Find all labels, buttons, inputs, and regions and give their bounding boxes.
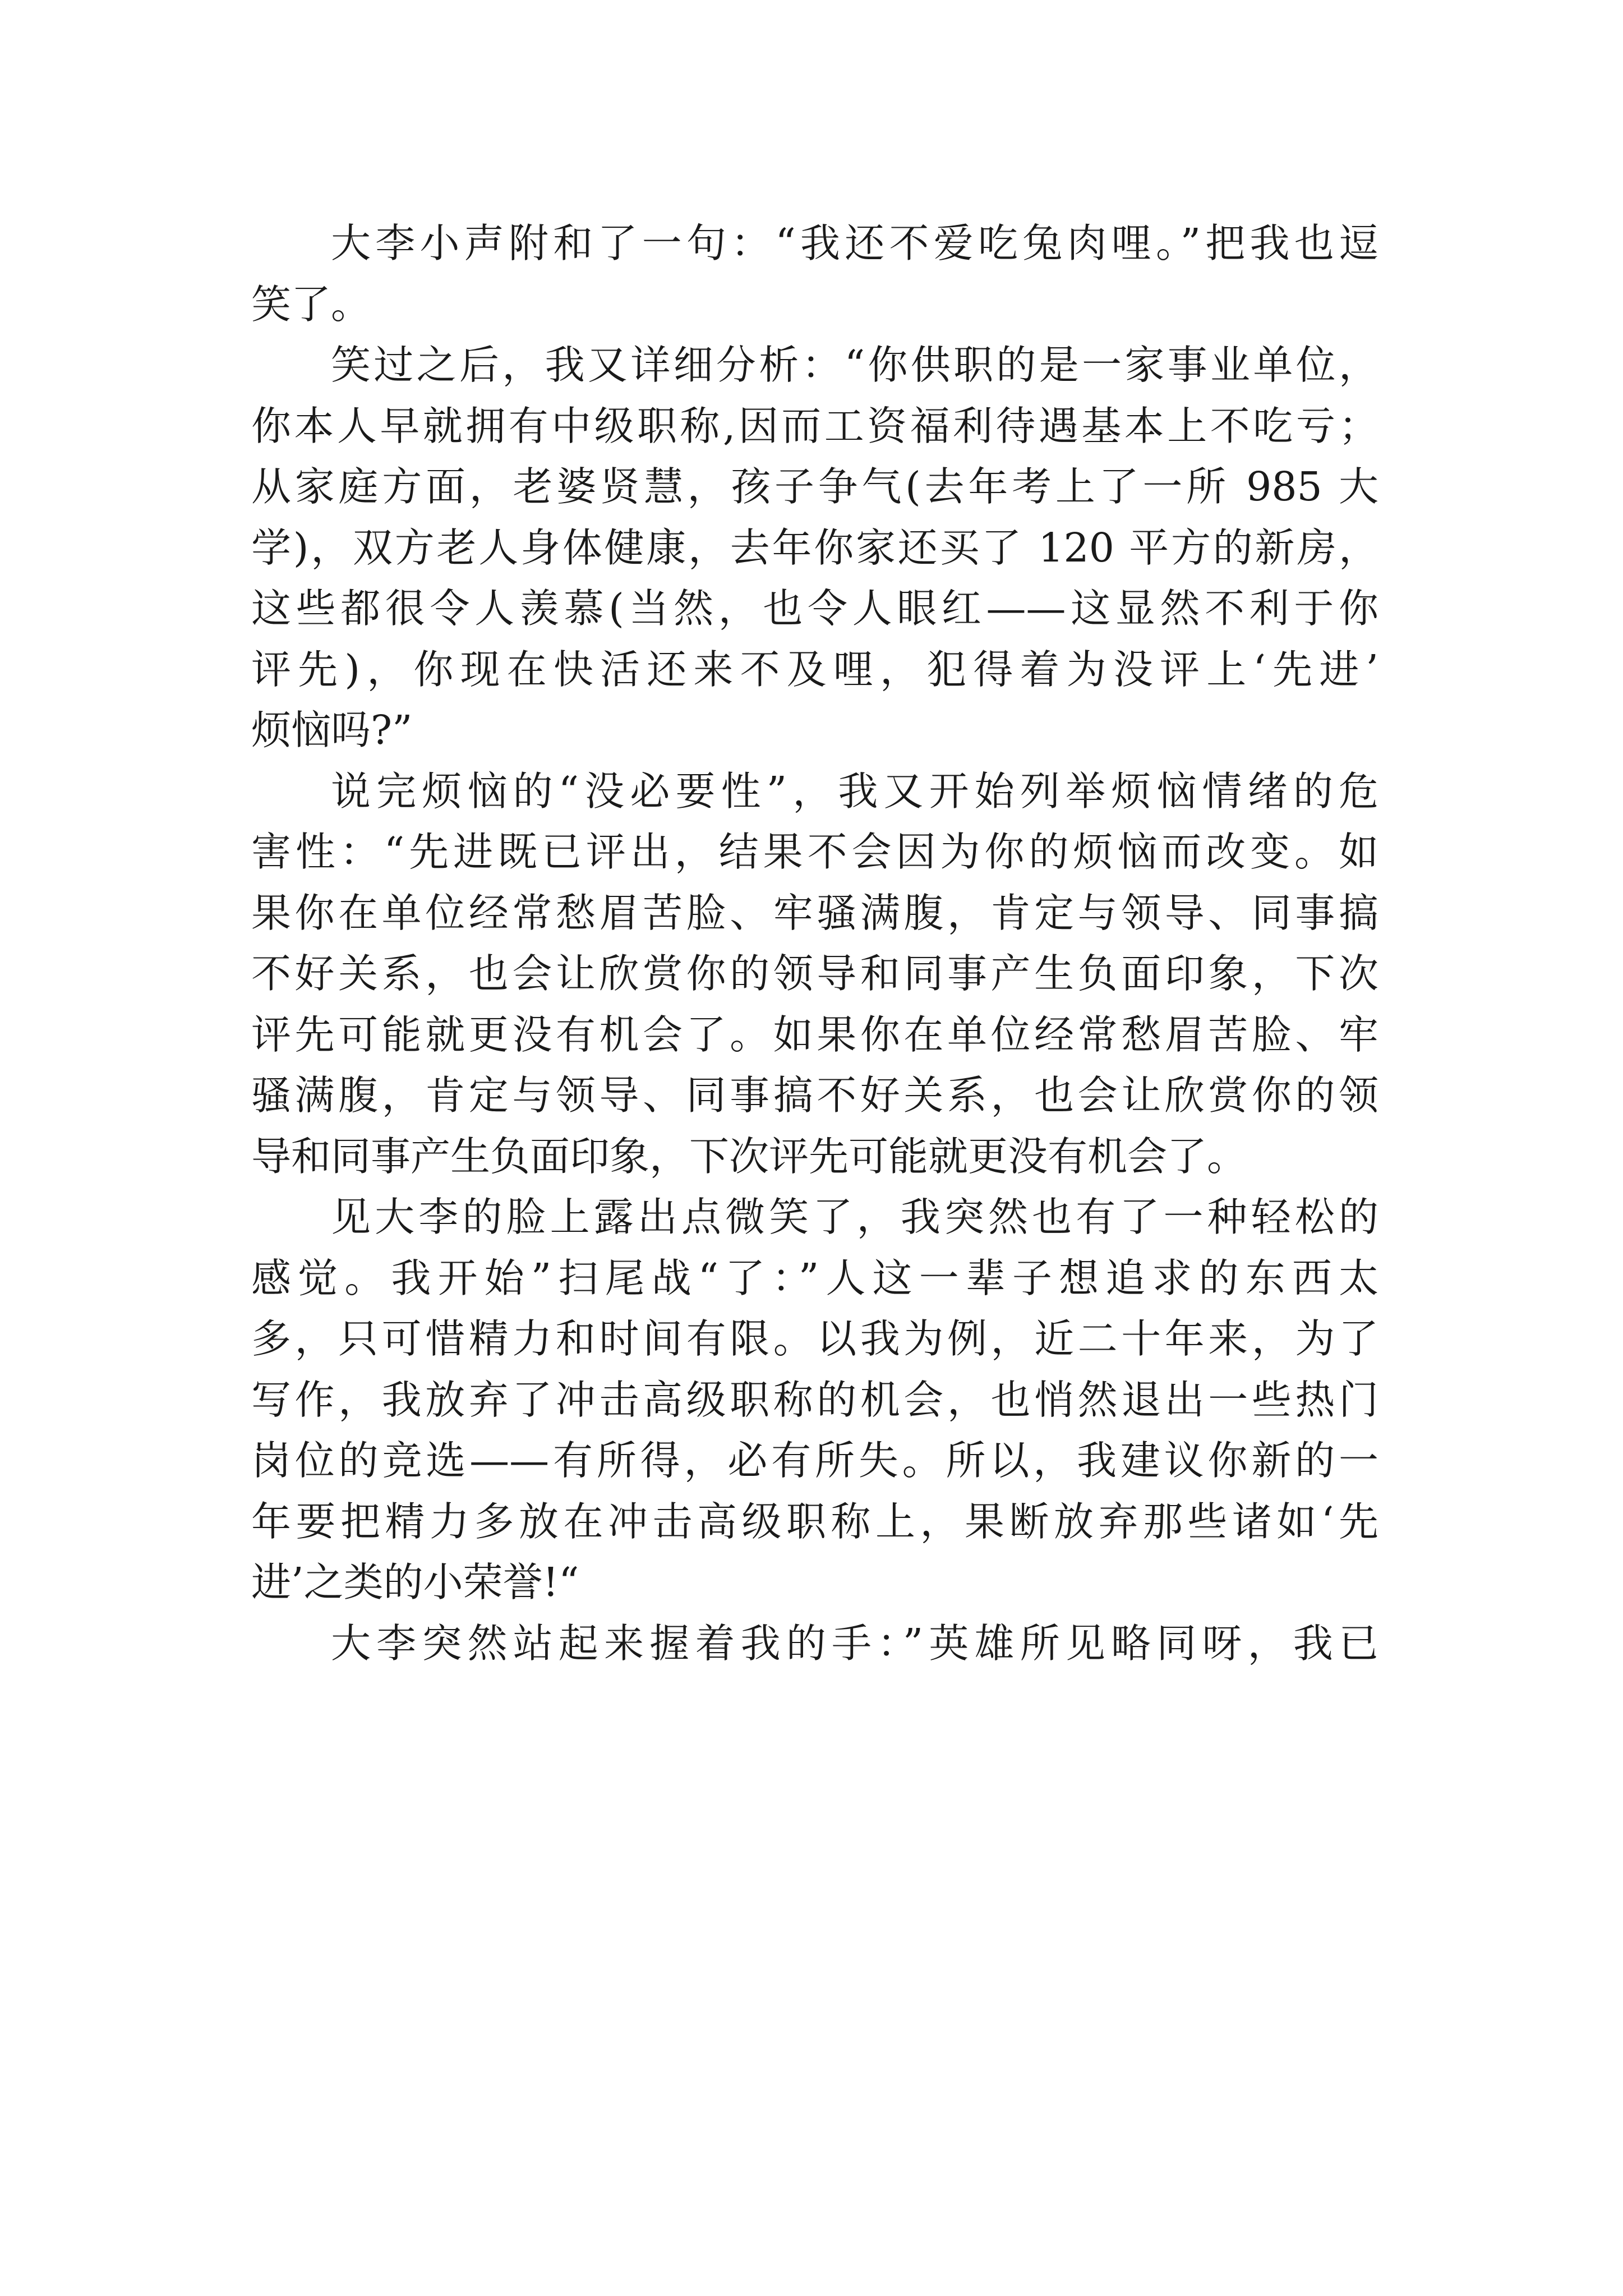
text-line: 从家庭方面，老婆贤慧，孩子争气(去年考上了一所 985 大 — [251, 463, 1378, 510]
text-line: 导和同事产生负面印象，下次评先可能就更没有机会了。 — [251, 1133, 1247, 1180]
text-line: 写作，我放弃了冲击高级职称的机会，也悄然退出一些热门 — [251, 1376, 1378, 1423]
paragraph-2 — [251, 335, 1378, 761]
text-line: 多，只可惜精力和时间有限。以我为例，近二十年来，为了 — [251, 1315, 1378, 1362]
text-line: 果你在单位经常愁眉苦脸、牢骚满腹，肯定与领导、同事搞 — [251, 889, 1378, 936]
paragraph-1 — [251, 213, 1378, 335]
paragraph-3 — [251, 761, 1378, 1188]
text-line: 你本人早就拥有中级职称,因而工资福利待遇基本上不吃亏； — [251, 402, 1378, 449]
text-line: 评先可能就更没有机会了。如果你在单位经常愁眉苦脸、牢 — [251, 1011, 1378, 1058]
text-line: 害性：“先进既已评出，结果不会因为你的烦恼而改变。如 — [251, 829, 1378, 875]
text-line: 进’之类的小荣誉!“ — [251, 1559, 579, 1605]
text-line: 年要把精力多放在冲击高级职称上，果断放弃那些诸如‘先 — [251, 1498, 1378, 1545]
text-line: 不好关系，也会让欣赏你的领导和同事产生负面印象，下次 — [251, 950, 1378, 997]
text-line: 大李突然站起来握着我的手：”英雄所见略同呀，我已 — [331, 1619, 1378, 1667]
text-line: 评先)，你现在快活还来不及哩，犯得着为没评上‘先进’ — [251, 646, 1378, 693]
text-line: 说完烦恼的“没必要性”，我又开始列举烦恼情绪的危 — [331, 767, 1378, 815]
text-line: 岗位的竞选——有所得，必有所失。所以，我建议你新的一 — [251, 1437, 1378, 1484]
text-line: 笑了。 — [251, 280, 371, 328]
text-line: 烦恼吗?” — [251, 707, 413, 753]
text-line: 笑过之后，我又详细分析：“你供职的是一家事业单位， — [331, 342, 1378, 388]
paragraph-5 — [251, 1613, 1378, 1674]
text-line: 见大李的脸上露出点微笑了，我突然也有了一种轻松的 — [331, 1194, 1378, 1240]
text-line: 感觉。我开始”扫尾战“了：”人这一辈子想追求的东西太 — [251, 1254, 1378, 1301]
text-line: 这些都很令人羡慕(当然，也令人眼红——这显然不利于你 — [251, 585, 1378, 632]
text-line: 骚满腹，肯定与领导、同事搞不好关系，也会让欣赏你的领 — [251, 1072, 1378, 1119]
document-body — [251, 213, 1378, 1674]
text-line: 大李小声附和了一句：“我还不爱吃兔肉哩。”把我也逗 — [331, 220, 1378, 266]
text-line: 学)，双方老人身体健康，去年你家还买了 120 平方的新房， — [251, 524, 1378, 571]
paragraph-4 — [251, 1187, 1378, 1613]
